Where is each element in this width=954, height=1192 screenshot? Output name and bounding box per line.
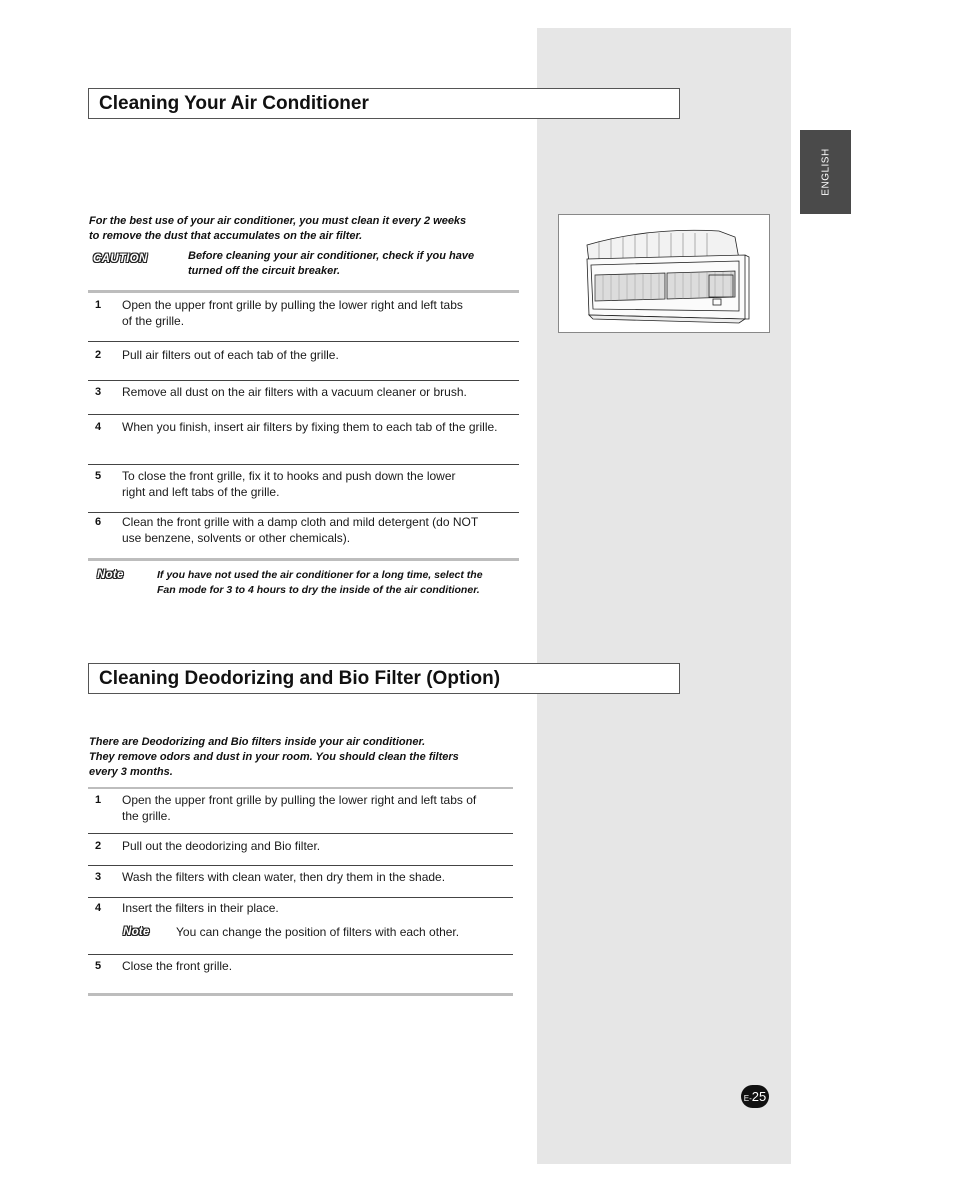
page-number: 25 xyxy=(751,1089,767,1104)
step-number: 1 xyxy=(95,299,102,311)
step-line: Clean the front grille with a damp cloth and mild detergent (do NOT xyxy=(122,515,479,529)
step-line: Wash the filters with clean water, then dry them in the shade. xyxy=(122,870,446,884)
step-number: 2 xyxy=(95,840,102,852)
side-column-background xyxy=(537,28,791,1164)
intro-line: every 3 months. xyxy=(89,766,173,778)
note-line: If you have not used the air conditioner for a long time, select the xyxy=(157,569,483,581)
step-number: 6 xyxy=(95,516,102,528)
step-line: Insert the filters in their place. xyxy=(122,901,279,915)
step-text xyxy=(122,298,463,329)
note-label: Note xyxy=(123,926,150,938)
section-title-box xyxy=(88,88,680,119)
step-text xyxy=(122,385,467,401)
step-number: 1 xyxy=(95,794,102,806)
air-conditioner-illustration xyxy=(558,214,770,333)
step-text xyxy=(122,515,478,546)
section-divider xyxy=(88,558,519,561)
intro-line: For the best use of your air conditioner, you must clean it every 2 weeks xyxy=(89,215,467,227)
note-label: Note xyxy=(97,569,124,581)
step-number: 4 xyxy=(95,421,102,433)
step-divider xyxy=(88,512,519,513)
step-divider xyxy=(88,414,519,415)
step-line: use benzene, solvents or other chemicals). xyxy=(122,530,351,545)
step-text xyxy=(122,793,476,824)
section-intro xyxy=(89,735,459,780)
step-divider xyxy=(88,380,519,381)
page-prefix: E- xyxy=(743,1094,752,1103)
note-line: Fan mode for 3 to 4 hours to dry the inside of the air conditioner. xyxy=(157,584,480,596)
step-line: Open the upper front grille by pulling the lower right and left tabs of xyxy=(122,793,477,807)
step-text xyxy=(122,348,339,364)
step-divider xyxy=(88,464,519,465)
step-number: 5 xyxy=(95,960,102,972)
air-conditioner-open-grille-icon xyxy=(559,215,769,332)
caution-line: turned off the circuit breaker. xyxy=(188,265,341,277)
step-text xyxy=(122,959,232,975)
step-line: the grille. xyxy=(122,808,171,823)
intro-line: to remove the dust that accumulates on the air filter. xyxy=(89,230,363,242)
section-title: Cleaning Your Air Conditioner xyxy=(99,93,369,114)
caution-label: CAUTION xyxy=(93,253,148,265)
step-line: Close the front grille. xyxy=(122,959,233,973)
step-divider xyxy=(88,865,513,866)
step-number: 4 xyxy=(95,902,102,914)
caution-text xyxy=(188,249,474,279)
step-line: right and left tabs of the grille. xyxy=(122,484,280,499)
section-divider xyxy=(88,787,513,789)
caution-line: Before cleaning your air conditioner, check if you have xyxy=(188,250,475,262)
step-number: 2 xyxy=(95,349,102,361)
step-divider xyxy=(88,954,513,955)
step-text xyxy=(122,901,279,917)
step-number: 5 xyxy=(95,470,102,482)
section-divider xyxy=(88,290,519,293)
step-text xyxy=(122,420,498,436)
step-divider xyxy=(88,833,513,834)
step-line: of the grille. xyxy=(122,313,185,328)
step-text xyxy=(122,839,320,855)
language-label: ENGLISH xyxy=(820,148,831,196)
step-divider xyxy=(88,897,513,898)
step-text xyxy=(122,870,445,886)
step-text xyxy=(122,469,456,500)
intro-line: There are Deodorizing and Bio filters inside your air conditioner. xyxy=(89,736,426,748)
step-line: Remove all dust on the air filters with a vacuum cleaner or brush. xyxy=(122,385,467,399)
step-number: 3 xyxy=(95,386,102,398)
note-text: You can change the position of filters with each other. xyxy=(176,925,460,939)
step-number: 3 xyxy=(95,871,102,883)
page-number-badge xyxy=(741,1085,769,1108)
step-line: To close the front grille, fix it to hooks and push down the lower xyxy=(122,469,456,483)
step-line: Pull air filters out of each tab of the grille. xyxy=(122,348,339,362)
note-text xyxy=(157,568,483,598)
step-line: Pull out the deodorizing and Bio filter. xyxy=(122,839,321,853)
section-title-box xyxy=(88,663,680,694)
intro-line: They remove odors and dust in your room. You should clean the filters xyxy=(89,751,459,763)
step-line: When you finish, insert air filters by fixing them to each tab of the grille. xyxy=(122,420,498,434)
step-divider xyxy=(88,341,519,342)
step-line: Open the upper front grille by pulling the lower right and left tabs xyxy=(122,298,463,312)
section-intro xyxy=(89,214,466,244)
language-tab xyxy=(800,130,851,214)
section-title: Cleaning Deodorizing and Bio Filter (Option) xyxy=(99,668,501,689)
section-divider xyxy=(88,993,513,996)
